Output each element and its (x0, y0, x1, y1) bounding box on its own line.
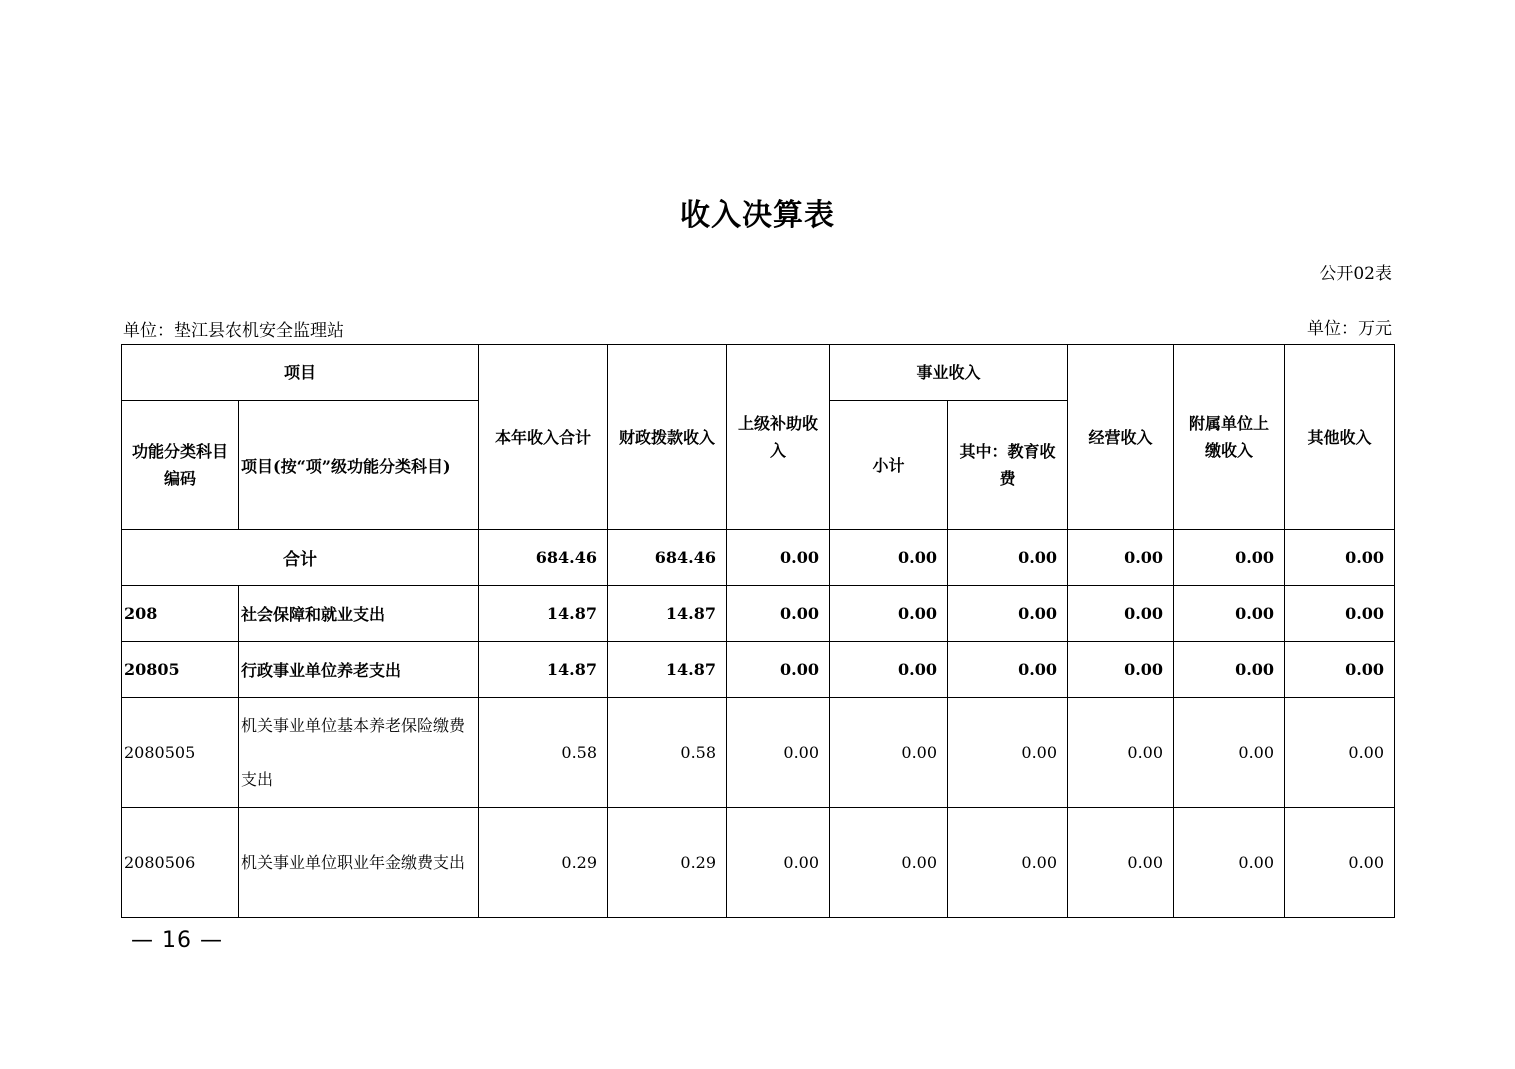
row-code: 2080505 (122, 698, 239, 808)
row-cell: 0.00 (1285, 642, 1395, 698)
total-label: 合计 (122, 530, 479, 586)
header-operating: 经营收入 (1068, 345, 1174, 530)
header-project: 项目 (122, 345, 479, 401)
row-cell: 14.87 (479, 586, 608, 642)
header-subtotal: 小计 (830, 401, 948, 530)
header-affiliated: 附属单位上缴收入 (1174, 345, 1285, 530)
table-header (122, 345, 1395, 530)
income-table (121, 344, 1395, 918)
row-cell: 0.00 (830, 642, 948, 698)
header-total-income: 本年收入合计 (479, 345, 608, 530)
row-name: 机关事业单位职业年金缴费支出 (239, 808, 479, 918)
row-name: 机关事业单位基本养老保险缴费支出 (239, 698, 479, 808)
row-code: 2080506 (122, 808, 239, 918)
row-name: 行政事业单位养老支出 (239, 642, 479, 698)
row-cell: 0.58 (608, 698, 727, 808)
row-cell: 0.00 (1285, 698, 1395, 808)
header-business-group: 事业收入 (830, 345, 1068, 401)
row-cell: 0.00 (1174, 698, 1285, 808)
row-cell: 0.00 (948, 698, 1068, 808)
header-func-code: 功能分类科目编码 (122, 401, 239, 530)
form-number: 公开02表 (1319, 264, 1392, 284)
row-cell: 14.87 (608, 642, 727, 698)
row-cell: 0.29 (608, 808, 727, 918)
row-cell: 0.00 (830, 586, 948, 642)
total-cell: 684.46 (608, 530, 727, 586)
row-name: 社会保障和就业支出 (239, 586, 479, 642)
table-row (122, 808, 1395, 918)
total-row (122, 530, 1395, 586)
total-cell: 0.00 (727, 530, 830, 586)
row-cell: 0.00 (727, 586, 830, 642)
row-cell: 0.00 (1285, 808, 1395, 918)
header-superior: 上级补助收入 (727, 345, 830, 530)
row-cell: 0.00 (1174, 808, 1285, 918)
row-cell: 0.00 (948, 586, 1068, 642)
table-body (122, 530, 1395, 918)
total-cell: 684.46 (479, 530, 608, 586)
row-cell: 0.00 (727, 698, 830, 808)
table-row (122, 698, 1395, 808)
page-number: — 16 — (131, 928, 223, 953)
row-cell: 0.00 (727, 808, 830, 918)
row-cell: 0.00 (1285, 586, 1395, 642)
unit-organization: 单位：垫江县农机安全监理站 (123, 321, 344, 341)
row-cell: 0.00 (1068, 586, 1174, 642)
row-cell: 0.00 (948, 642, 1068, 698)
total-cell: 0.00 (1285, 530, 1395, 586)
row-code: 20805 (122, 642, 239, 698)
row-code: 208 (122, 586, 239, 642)
page-title: 收入决算表 (680, 198, 835, 233)
header-other: 其他收入 (1285, 345, 1395, 530)
row-cell: 0.29 (479, 808, 608, 918)
unit-currency: 单位：万元 (1307, 319, 1392, 339)
total-cell: 0.00 (1068, 530, 1174, 586)
row-cell: 0.58 (479, 698, 608, 808)
row-cell: 0.00 (1068, 698, 1174, 808)
row-cell: 0.00 (1068, 808, 1174, 918)
table-row (122, 586, 1395, 642)
row-cell: 0.00 (727, 642, 830, 698)
row-cell: 0.00 (1068, 642, 1174, 698)
total-cell: 0.00 (830, 530, 948, 586)
total-cell: 0.00 (948, 530, 1068, 586)
row-cell: 14.87 (608, 586, 727, 642)
row-cell: 0.00 (830, 808, 948, 918)
header-fiscal: 财政拨款收入 (608, 345, 727, 530)
total-cell: 0.00 (1174, 530, 1285, 586)
row-cell: 0.00 (1174, 586, 1285, 642)
header-education: 其中：教育收费 (948, 401, 1068, 530)
row-cell: 14.87 (479, 642, 608, 698)
row-cell: 0.00 (1174, 642, 1285, 698)
row-cell: 0.00 (948, 808, 1068, 918)
table-row (122, 642, 1395, 698)
header-project-name: 项目(按“项”级功能分类科目) (239, 401, 479, 530)
row-cell: 0.00 (830, 698, 948, 808)
